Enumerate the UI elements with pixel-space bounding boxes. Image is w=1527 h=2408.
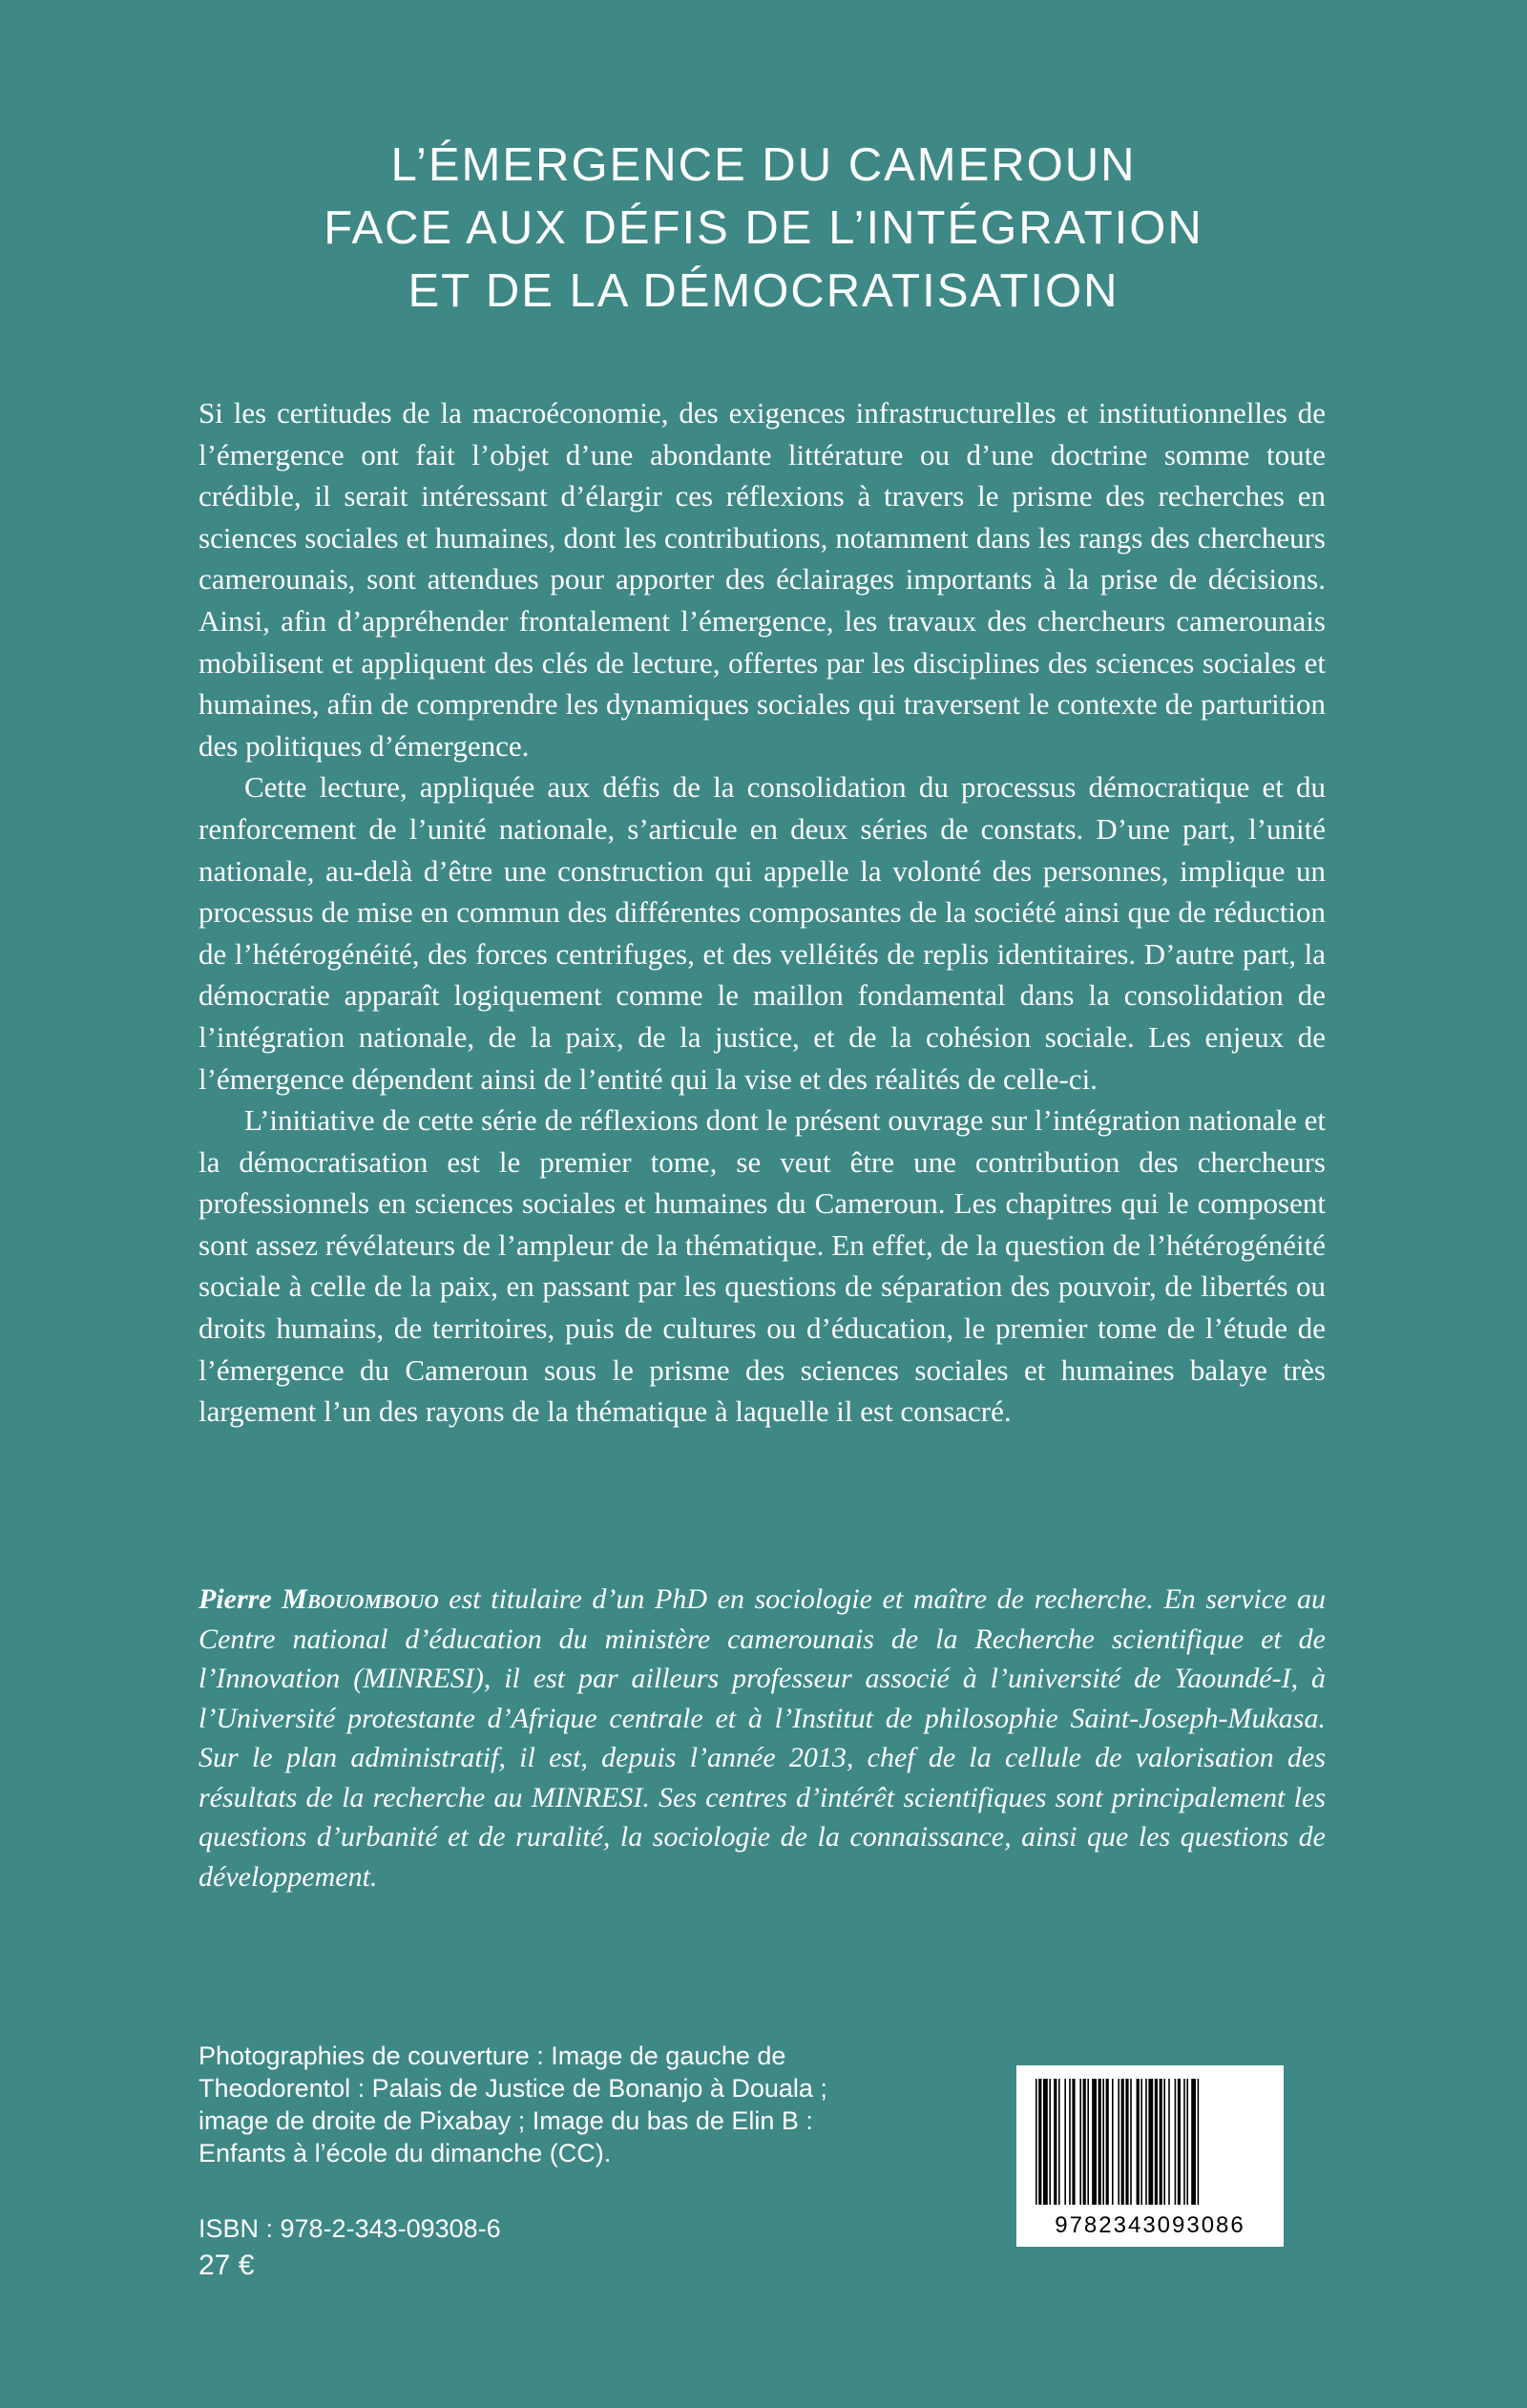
summary-text (199, 392, 1326, 1433)
author-first-name: Pierre (199, 1583, 282, 1615)
barcode-bar (1130, 2079, 1132, 2205)
summary-paragraph-1: Si les certitudes de la macroéconomie, des exigences infrastructurelles et institutionnelles de l’émergence ont fait l’objet d’une abondante littérature ou d’une doctrine somme toute crédible, il serait intéressant d’élargir ces réflexions à travers le prisme des recherches en sciences sociales et humaines, dont les contributions, notamment dans les rangs des chercheurs camerounais, sont attendues pour apporter des éclairages importants à la prise de décisions. Ainsi, afin d’appréhender frontalement l’émergence, les travaux des chercheurs camerounais mobilisent et appliquent des clés de lecture, offertes par les disciplines des sciences sociales et humaines, afin de comprendre les dynamiques sociales qui traversent le contexte de parturition des politiques d’émergence. (199, 396, 1326, 763)
credits-line-2: Theodorentol : Palais de Justice de Bonanjo à Douala ; (199, 2074, 827, 2103)
barcode-bar (1092, 2079, 1097, 2205)
barcode-bar (1118, 2079, 1119, 2205)
book-title (95, 134, 1432, 323)
barcode-bar (1087, 2079, 1089, 2205)
barcode-bar (1140, 2079, 1142, 2205)
summary-paragraph-3: L’initiative de cette série de réflexions dont le présent ouvrage sur l’intégration nationale et la démocratisation est le premier tome, se veut être une contribution des chercheurs professionnels en sciences sociales et humaines du Cameroun. Les chapitres qui le composent sont assez révélateurs de l’ampleur de la thématique. En effet, de la question de l’hétérogénéité sociale à celle de la paix, en passant par les questions de séparation des pouvoir, de libertés ou droits humains, de territoires, puis de cultures ou d’éducation, le premier tome de l’étude de l’émergence du Cameroun sous le prisme des sciences sociales et humaines balaye très largement l’un des rayons de la thématique à laquelle il est consacré. (199, 1103, 1326, 1429)
author-bio-text: est titulaire d’un PhD en sociologie et maître de recherche. En service au Centre national d’éducation du ministère camerounais de la Recherche scientifique et de l’Innovation (MINRESI), il est par ailleurs professeur associé à l’université de Yaoundé-I, à l’Université protestante d’Afrique centrale et à l’Institut de philosophie Saint-Joseph-Mukasa. Sur le plan administratif, il est, depuis l’année 2013, chef de la cellule de valorisation des résultats de la recherche au MINRESI. Ses centres d’intérêt scientifiques sont principalement les questions d’urbanité et de ruralité, la sociologie de la connaissance, ainsi que les questions de développement. (199, 1583, 1326, 1893)
barcode-bar (1102, 2079, 1104, 2205)
isbn: ISBN : 978-2-343-09308-6 (199, 2214, 501, 2243)
barcode-bar (1083, 2079, 1086, 2205)
barcode-bar (1178, 2079, 1181, 2205)
credits-line-1: Photographies de couverture : Image de gauche de (199, 2042, 786, 2070)
barcode-bar (1069, 2079, 1071, 2205)
barcode-bar (1098, 2079, 1101, 2205)
price: 27 € (199, 2250, 255, 2281)
credits-line-3: image de droite de Pixabay ; Image du bas de Elin B : (199, 2106, 813, 2135)
title-line-3: ET DE LA DÉMOCRATISATION (408, 265, 1119, 317)
barcode-digits: 9782343093086 (1055, 2212, 1245, 2238)
barcode-bar (1198, 2079, 1200, 2205)
barcode-bar (1079, 2079, 1081, 2205)
summary-paragraph-2: Cette lecture, appliquée aux défis de la consolidation du processus démocratique et du renforcement de l’unité nationale, s’articule en deux séries de constats. D’une part, l’unité nationale, au-delà d’être une construction qui appelle la volonté des personnes, implique un processus de mise en commun des différentes composantes de la société ainsi que de réduction de l’hétérogénéité, des forces centrifuges, et des velléités de replis identitaires. D’autre part, la démocratie apparaît logiquement comme le maillon fondamental dans la consolidation de l’intégration nationale, de la paix, de la justice, et de la cohésion sociale. Les enjeux de l’émergence dépendent ainsi de l’entité qui la vise et des réalités de celle-ci. (199, 770, 1326, 1096)
barcode-bar (1112, 2079, 1114, 2205)
barcode-bar (1038, 2079, 1041, 2205)
barcode-bar (1183, 2079, 1185, 2205)
barcode-bar (1043, 2079, 1048, 2205)
credits-line-4: Enfants à l’école du dimanche (CC). (199, 2139, 612, 2167)
barcode-bar (1064, 2079, 1066, 2205)
author-bio (199, 1580, 1326, 1896)
barcode-bar (1035, 2079, 1037, 2205)
author-last-name: Mbouombouo (282, 1583, 439, 1615)
barcode-bar (1186, 2079, 1188, 2205)
photo-credits (199, 2040, 933, 2169)
barcode-bar (1148, 2079, 1153, 2205)
barcode-bar (1054, 2079, 1056, 2205)
title-line-1: L’ÉMERGENCE DU CAMEROUN (390, 139, 1137, 191)
title-line-2: FACE AUX DÉFIS DE L’INTÉGRATION (324, 202, 1203, 254)
barcode-bars-icon (1034, 2079, 1266, 2210)
barcode-bar (1163, 2079, 1165, 2205)
barcode-bar (1160, 2079, 1162, 2205)
barcode-bar (1137, 2079, 1140, 2205)
barcode-bar (1049, 2079, 1051, 2205)
barcode-bar (1072, 2079, 1075, 2205)
barcode-bar (1058, 2079, 1060, 2205)
barcode-bar (1125, 2079, 1128, 2205)
barcode-bar (1145, 2079, 1147, 2205)
barcode-bar (1155, 2079, 1158, 2205)
barcode (1016, 2065, 1284, 2247)
barcode-bar (1121, 2079, 1124, 2205)
barcode-bar (1191, 2079, 1196, 2205)
barcode-bar (1175, 2079, 1177, 2205)
barcode-bar (1106, 2079, 1109, 2205)
barcode-bar (1168, 2079, 1170, 2205)
